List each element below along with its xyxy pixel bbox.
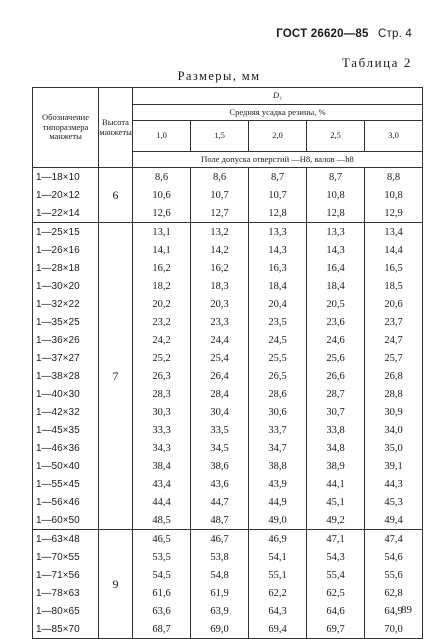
value-cell: 69,7: [307, 620, 365, 639]
value-cell: 8,7: [307, 168, 365, 187]
value-cell: 38,8: [249, 457, 307, 475]
designation-cell: 1—25×15: [33, 223, 99, 242]
designation-cell: 1—46×36: [33, 439, 99, 457]
value-cell: 24,2: [133, 331, 191, 349]
table-row: [33, 367, 423, 385]
value-cell: 12,8: [249, 204, 307, 223]
table-row: [33, 457, 423, 475]
height-cell: 7: [99, 223, 133, 530]
value-cell: 16,2: [133, 259, 191, 277]
value-cell: 10,8: [365, 186, 423, 204]
value-cell: 26,5: [249, 367, 307, 385]
page-label: Стр. 4: [378, 28, 412, 40]
value-cell: 55,6: [365, 566, 423, 584]
value-cell: 10,8: [307, 186, 365, 204]
value-cell: 48,7: [191, 511, 249, 530]
value-cell: 69,0: [191, 620, 249, 639]
table-row: [33, 313, 423, 331]
value-cell: 25,6: [307, 349, 365, 367]
value-cell: 38,4: [133, 457, 191, 475]
value-cell: 43,6: [191, 475, 249, 493]
table-row: [33, 204, 423, 223]
value-cell: 18,3: [191, 277, 249, 295]
value-cell: 34,5: [191, 439, 249, 457]
value-cell: 23,2: [133, 313, 191, 331]
value-cell: 16,2: [191, 259, 249, 277]
designation-cell: 1—38×28: [33, 367, 99, 385]
table-row: [33, 168, 423, 187]
shrinkage-value: 1,5: [191, 121, 249, 152]
value-cell: 30,9: [365, 403, 423, 421]
designation-cell: 1—32×22: [33, 295, 99, 313]
designation-cell: 1—20×12: [33, 186, 99, 204]
height-cell: 6: [99, 168, 133, 223]
value-cell: 64,9: [365, 602, 423, 620]
value-cell: 33,3: [133, 421, 191, 439]
value-cell: 33,7: [249, 421, 307, 439]
page-number: 89: [401, 604, 412, 616]
value-cell: 18,4: [307, 277, 365, 295]
value-cell: 62,8: [365, 584, 423, 602]
value-cell: 23,6: [307, 313, 365, 331]
designation-cell: 1—35×25: [33, 313, 99, 331]
designation-cell: 1—30×20: [33, 277, 99, 295]
value-cell: 12,6: [133, 204, 191, 223]
value-cell: 38,9: [307, 457, 365, 475]
value-cell: 38,6: [191, 457, 249, 475]
value-cell: 44,1: [307, 475, 365, 493]
value-cell: 14,2: [191, 241, 249, 259]
value-cell: 54,5: [133, 566, 191, 584]
value-cell: 61,6: [133, 584, 191, 602]
designation-cell: 1—56×46: [33, 493, 99, 511]
value-cell: 63,9: [191, 602, 249, 620]
value-cell: 20,4: [249, 295, 307, 313]
value-cell: 33,5: [191, 421, 249, 439]
value-cell: 12,7: [191, 204, 249, 223]
value-cell: 18,5: [365, 277, 423, 295]
tolerance-header: Поле допуска отверстий —H8, валов —h8: [133, 152, 423, 168]
value-cell: 16,5: [365, 259, 423, 277]
value-cell: 46,9: [249, 530, 307, 549]
value-cell: 62,2: [249, 584, 307, 602]
designation-cell: 1—50×40: [33, 457, 99, 475]
dimensions-table: [32, 87, 423, 639]
value-cell: 24,7: [365, 331, 423, 349]
shrinkage-value: 3,0: [365, 121, 423, 152]
designation-header: Обозначение типоразмера манжеты: [33, 88, 99, 168]
value-cell: 68,7: [133, 620, 191, 639]
value-cell: 35,0: [365, 439, 423, 457]
table-row: [33, 620, 423, 639]
value-cell: 39,1: [365, 457, 423, 475]
value-cell: 25,5: [249, 349, 307, 367]
designation-cell: 1—18×10: [33, 168, 99, 187]
value-cell: 20,5: [307, 295, 365, 313]
value-cell: 23,3: [191, 313, 249, 331]
value-cell: 10,6: [133, 186, 191, 204]
table-row: [33, 295, 423, 313]
value-cell: 12,8: [307, 204, 365, 223]
value-cell: 53,5: [133, 548, 191, 566]
table-row: [33, 493, 423, 511]
value-cell: 25,4: [191, 349, 249, 367]
value-cell: 49,2: [307, 511, 365, 530]
designation-cell: 1—55×45: [33, 475, 99, 493]
value-cell: 45,1: [307, 493, 365, 511]
value-cell: 34,8: [307, 439, 365, 457]
table-row: [33, 566, 423, 584]
value-cell: 16,4: [307, 259, 365, 277]
value-cell: 14,4: [365, 241, 423, 259]
value-cell: 25,2: [133, 349, 191, 367]
table-row: [33, 548, 423, 566]
table-row: [33, 439, 423, 457]
value-cell: 28,4: [191, 385, 249, 403]
shrinkage-header: Средняя усадка резины, %: [133, 105, 423, 121]
value-cell: 54,1: [249, 548, 307, 566]
value-cell: 34,0: [365, 421, 423, 439]
value-cell: 46,7: [191, 530, 249, 549]
designation-cell: 1—22×14: [33, 204, 99, 223]
table-row: [33, 223, 423, 242]
value-cell: 24,6: [307, 331, 365, 349]
value-cell: 26,8: [365, 367, 423, 385]
value-cell: 47,4: [365, 530, 423, 549]
designation-cell: 1—28×18: [33, 259, 99, 277]
value-cell: 45,3: [365, 493, 423, 511]
table-row: [33, 277, 423, 295]
shrinkage-value: 2,0: [249, 121, 307, 152]
designation-cell: 1—78×63: [33, 584, 99, 602]
value-cell: 8,8: [365, 168, 423, 187]
value-cell: 13,2: [191, 223, 249, 242]
designation-cell: 1—40×30: [33, 385, 99, 403]
value-cell: 28,6: [249, 385, 307, 403]
value-cell: 13,1: [133, 223, 191, 242]
designation-cell: 1—85×70: [33, 620, 99, 639]
value-cell: 49,0: [249, 511, 307, 530]
designation-cell: 1—71×56: [33, 566, 99, 584]
value-cell: 26,6: [307, 367, 365, 385]
value-cell: 14,3: [249, 241, 307, 259]
value-cell: 18,2: [133, 277, 191, 295]
table-row: [33, 530, 423, 549]
value-cell: 33,8: [307, 421, 365, 439]
designation-cell: 1—42×32: [33, 403, 99, 421]
value-cell: 48,5: [133, 511, 191, 530]
value-cell: 43,4: [133, 475, 191, 493]
designation-cell: 1—80×65: [33, 602, 99, 620]
table-row: [33, 403, 423, 421]
value-cell: 44,7: [191, 493, 249, 511]
page-header: [276, 28, 412, 40]
value-cell: 28,7: [307, 385, 365, 403]
value-cell: 44,3: [365, 475, 423, 493]
table-row: [33, 602, 423, 620]
value-cell: 44,9: [249, 493, 307, 511]
value-cell: 69,4: [249, 620, 307, 639]
value-cell: 13,4: [365, 223, 423, 242]
value-cell: 20,6: [365, 295, 423, 313]
value-cell: 10,7: [249, 186, 307, 204]
value-cell: 26,3: [133, 367, 191, 385]
value-cell: 16,3: [249, 259, 307, 277]
value-cell: 23,7: [365, 313, 423, 331]
table-row: [33, 475, 423, 493]
table-row: [33, 349, 423, 367]
table-row: [33, 584, 423, 602]
value-cell: 63,6: [133, 602, 191, 620]
designation-cell: 1—63×48: [33, 530, 99, 549]
value-cell: 30,6: [249, 403, 307, 421]
designation-cell: 1—60×50: [33, 511, 99, 530]
value-cell: 70,0: [365, 620, 423, 639]
value-cell: 61,9: [191, 584, 249, 602]
table-row: [33, 259, 423, 277]
value-cell: 30,3: [133, 403, 191, 421]
value-cell: 55,4: [307, 566, 365, 584]
value-cell: 30,7: [307, 403, 365, 421]
table-label: Таблица 2: [342, 55, 412, 70]
value-cell: 13,3: [307, 223, 365, 242]
designation-cell: 1—36×26: [33, 331, 99, 349]
shrinkage-value: 2,5: [307, 121, 365, 152]
value-cell: 20,3: [191, 295, 249, 313]
table-row: [33, 331, 423, 349]
table-row: [33, 385, 423, 403]
value-cell: 34,3: [133, 439, 191, 457]
value-cell: 54,6: [365, 548, 423, 566]
standard-title: ГОСТ 26620—85: [276, 28, 369, 40]
value-cell: 49,4: [365, 511, 423, 530]
height-cell: 9: [99, 530, 133, 639]
designation-cell: 1—45×35: [33, 421, 99, 439]
value-cell: 54,8: [191, 566, 249, 584]
value-cell: 28,3: [133, 385, 191, 403]
height-header: Высота манжеты: [99, 88, 133, 168]
value-cell: 10,7: [191, 186, 249, 204]
value-cell: 18,4: [249, 277, 307, 295]
value-cell: 43,9: [249, 475, 307, 493]
value-cell: 26,4: [191, 367, 249, 385]
value-cell: 25,7: [365, 349, 423, 367]
table-row: [33, 511, 423, 530]
value-cell: 46,5: [133, 530, 191, 549]
value-cell: 54,3: [307, 548, 365, 566]
d1-header: D₁: [133, 88, 423, 105]
value-cell: 62,5: [307, 584, 365, 602]
value-cell: 64,3: [249, 602, 307, 620]
value-cell: 64,6: [307, 602, 365, 620]
value-cell: 13,3: [249, 223, 307, 242]
shrinkage-value: 1,0: [133, 121, 191, 152]
value-cell: 44,4: [133, 493, 191, 511]
value-cell: 30,4: [191, 403, 249, 421]
value-cell: 8,6: [133, 168, 191, 187]
value-cell: 12,9: [365, 204, 423, 223]
value-cell: 55,1: [249, 566, 307, 584]
value-cell: 14,1: [133, 241, 191, 259]
dimensions-caption: Размеры, мм: [177, 69, 261, 83]
value-cell: 14,3: [307, 241, 365, 259]
designation-cell: 1—26×16: [33, 241, 99, 259]
value-cell: 24,5: [249, 331, 307, 349]
value-cell: 53,8: [191, 548, 249, 566]
value-cell: 8,7: [249, 168, 307, 187]
designation-cell: 1—37×27: [33, 349, 99, 367]
table-row: [33, 421, 423, 439]
designation-cell: 1—70×55: [33, 548, 99, 566]
table-body: [33, 168, 423, 639]
value-cell: 23,5: [249, 313, 307, 331]
value-cell: 34,7: [249, 439, 307, 457]
table-row: [33, 186, 423, 204]
table-row: [33, 241, 423, 259]
value-cell: 24,4: [191, 331, 249, 349]
value-cell: 8,6: [191, 168, 249, 187]
value-cell: 47,1: [307, 530, 365, 549]
value-cell: 20,2: [133, 295, 191, 313]
value-cell: 28,8: [365, 385, 423, 403]
